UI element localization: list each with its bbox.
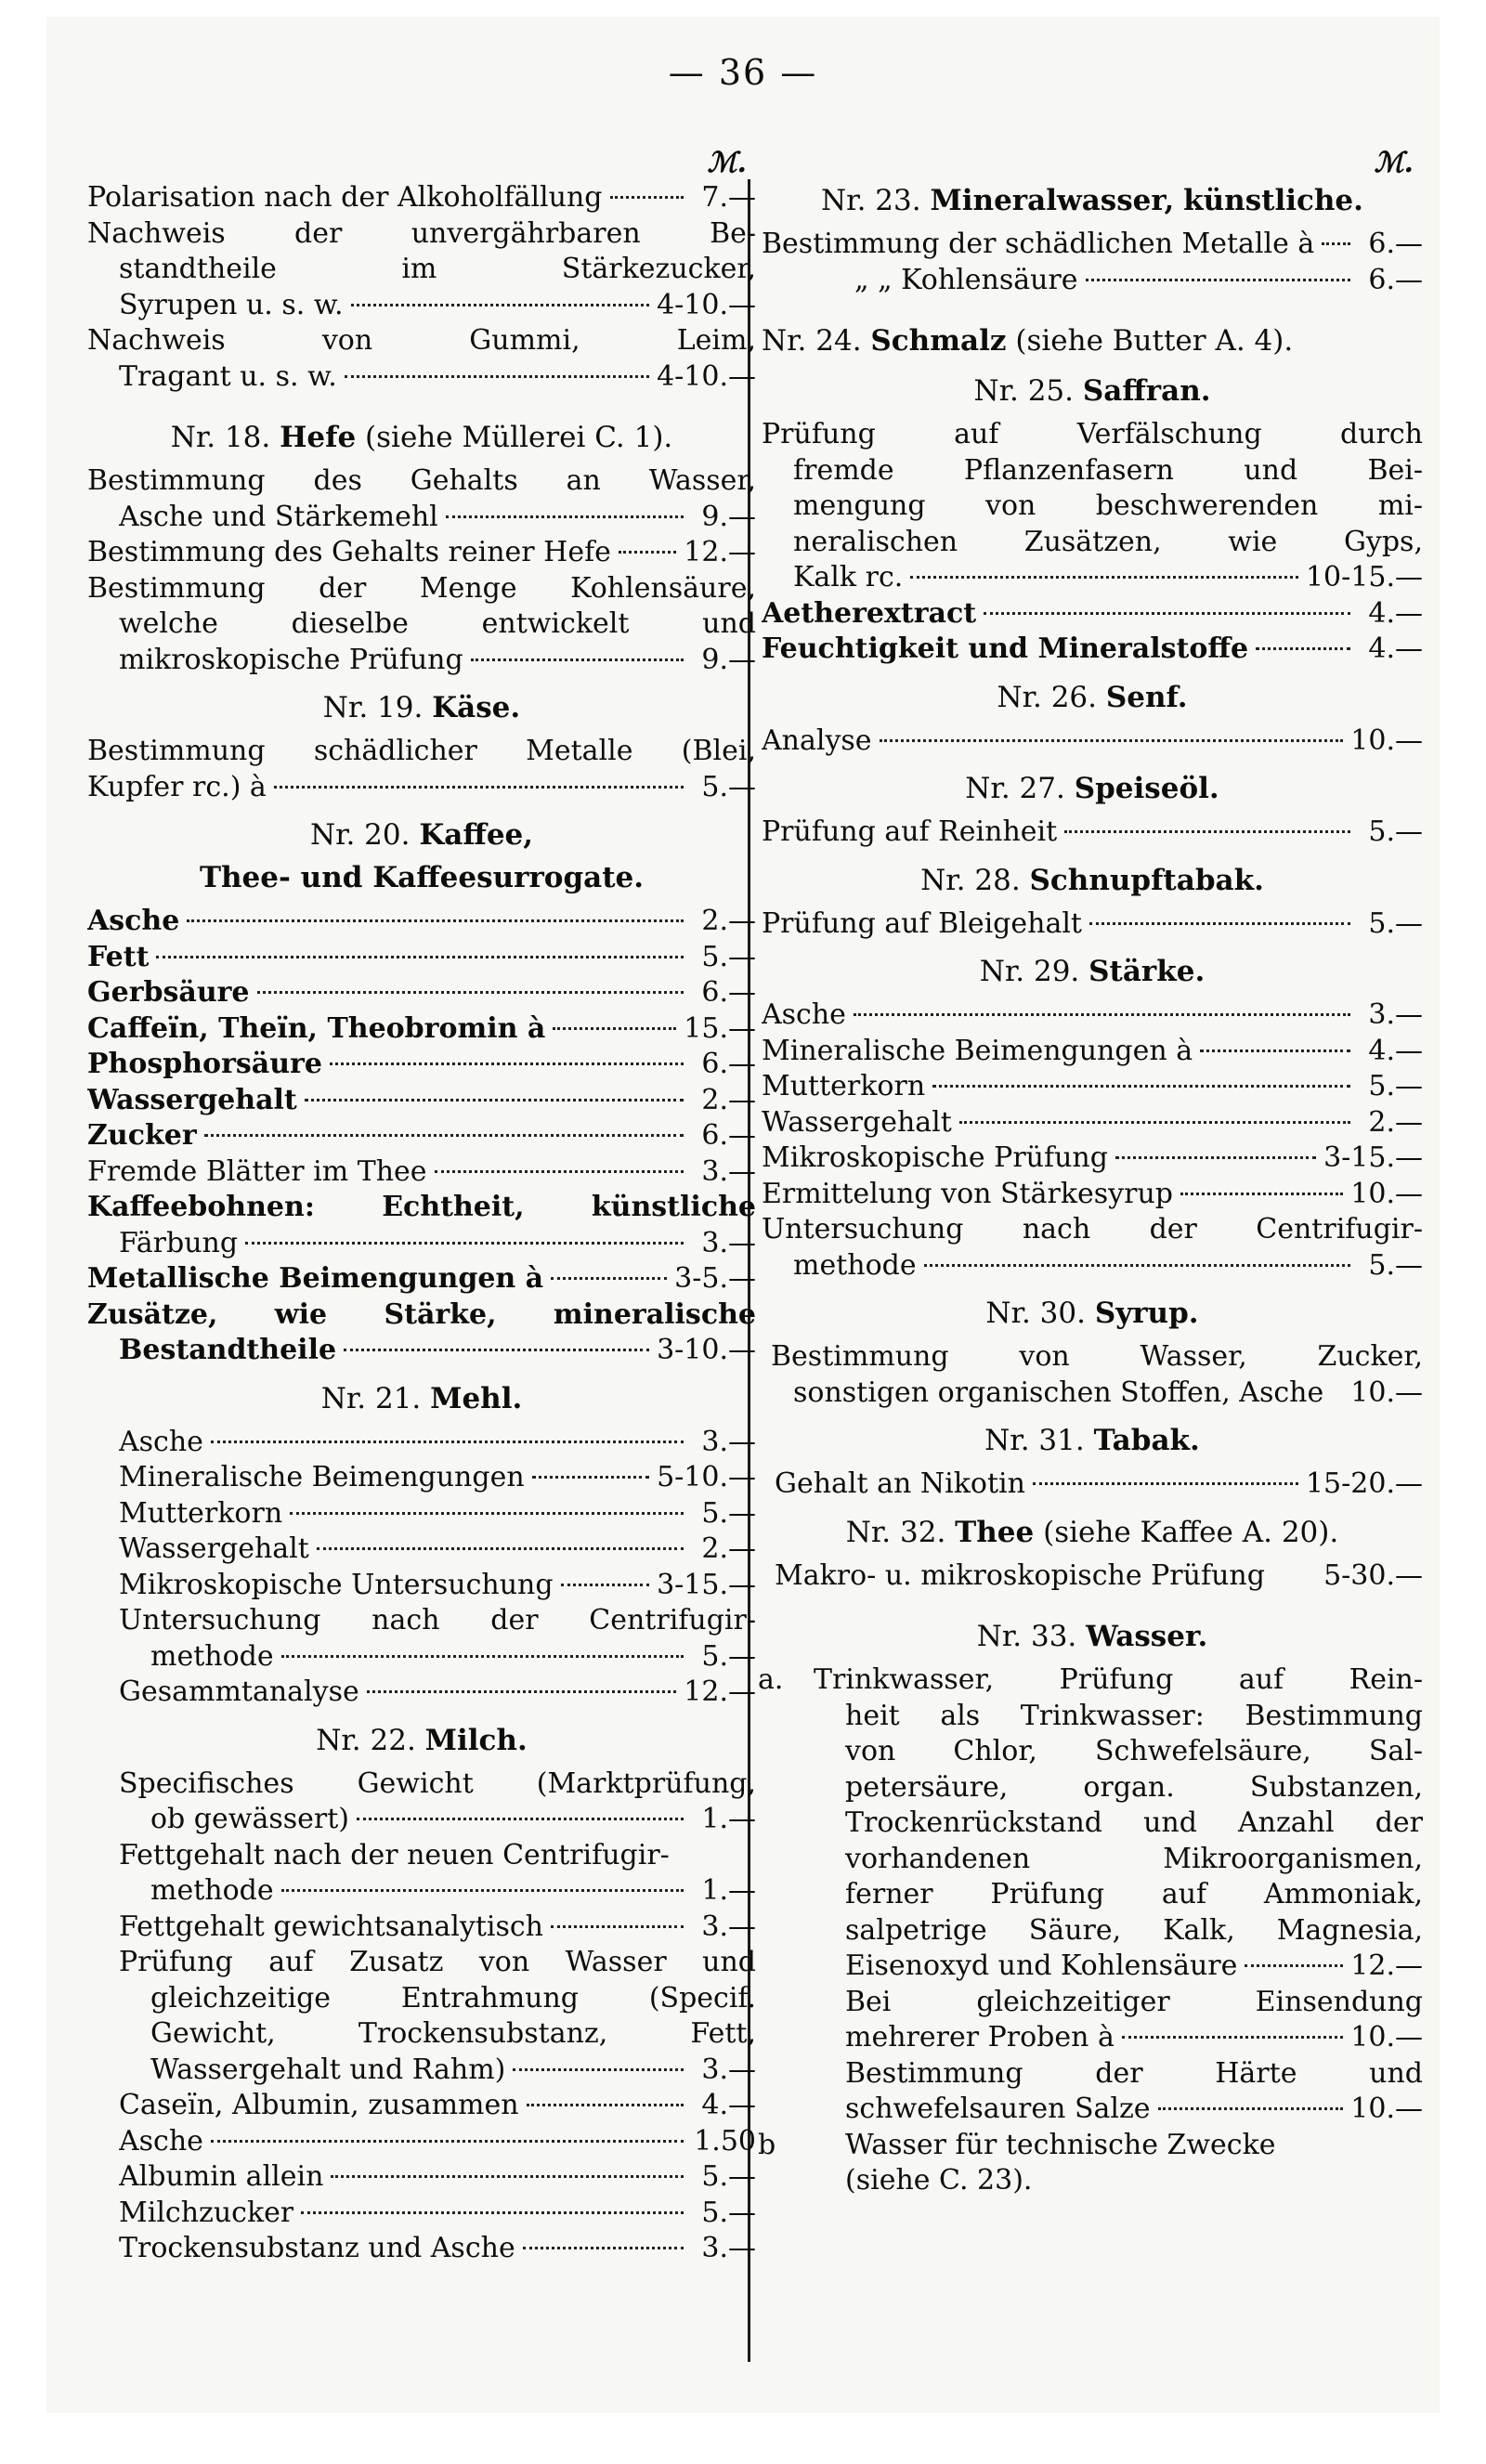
list-item-cont: Asche und Stärkemehl 9.—	[119, 500, 756, 533]
section-heading-22: Nr. 22. Milch.	[316, 1723, 528, 1757]
list-item: Prüfung auf Zusatz von Wasser und	[119, 1946, 756, 1978]
list-item: Trockensubstanz und Asche 3.—	[119, 2232, 756, 2264]
list-item: Gehalt an Nikotin 15-20.—	[775, 1467, 1423, 1500]
list-item: Bestimmung des Gehalts an Wasser,	[87, 464, 756, 497]
list-item-cont: salpetrige Säure, Kalk, Magnesia,	[845, 1913, 1423, 1947]
list-item: Polarisation nach der Alkoholfällung 7.—	[87, 181, 756, 214]
list-item-cont: ferner Prüfung auf Ammoniak,	[845, 1878, 1423, 1910]
left-column	[87, 147, 756, 2267]
item-letter: a.	[758, 1663, 784, 1696]
list-item: Specifisches Gewicht (Marktprüfung,	[119, 1767, 756, 1800]
list-item: Trinkwasser, Prüfung auf Rein-	[814, 1663, 1423, 1696]
list-item: Untersuchung nach der Centrifugir-	[119, 1604, 756, 1636]
section-heading-29: Nr. 29. Stärke.	[979, 955, 1206, 988]
list-item-cont: ob gewässert) 1.—	[150, 1803, 756, 1835]
list-item-cont: methode 1.—	[150, 1874, 756, 1907]
list-item: Phosphorsäure 6.—	[87, 1048, 756, 1080]
list-item-cont: (siehe C. 23).	[845, 2164, 1033, 2197]
list-item: Caffeïn, Theïn, Theobromin à 15.—	[87, 1011, 756, 1045]
list-item: Prüfung auf Reinheit 5.—	[762, 815, 1423, 848]
list-item: Wassergehalt 2.—	[762, 1105, 1423, 1139]
section-heading-20: Nr. 20. Kaffee,	[309, 818, 534, 852]
water-item-b	[758, 2128, 1423, 2199]
page	[46, 17, 1440, 2413]
list-item: Caseïn, Albumin, zusammen 4.—	[119, 2089, 756, 2121]
section-heading-23: Nr. 23. Mineralwasser, künstliche.	[821, 184, 1363, 217]
section-heading-21: Nr. 21. Mehl.	[320, 1381, 523, 1415]
list-item-cont: gleichzeitige Entrahmung (Specif.	[150, 1981, 756, 2014]
list-item: Asche 1.50	[119, 2124, 756, 2158]
section-heading-18: Nr. 18. Hefe (siehe Müllerei C. 1).	[170, 421, 673, 454]
list-item: Aetherextract 4.—	[762, 596, 1423, 630]
list-item: Albumin allein 5.—	[119, 2160, 756, 2193]
list-item: Zucker 6.—	[87, 1119, 756, 1152]
list-item: Prüfung auf Bleigehalt 5.—	[762, 906, 1423, 940]
list-item-cont: welche dieselbe entwickelt und	[119, 607, 756, 640]
list-item: Ermittelung von Stärkesyrup 10.—	[762, 1177, 1423, 1210]
section-heading-27: Nr. 27. Speiseöl.	[965, 772, 1219, 805]
list-item: Nachweis der unvergährbaren Be-	[87, 216, 756, 250]
list-item-cont: von Chlor, Schwefelsäure, Sal-	[845, 1735, 1423, 1767]
currency-symbol: ℳ.	[707, 147, 747, 179]
section-heading-30: Nr. 30. Syrup.	[985, 1297, 1199, 1330]
list-item: Mikroskopische Prüfung 3-15.—	[762, 1141, 1423, 1174]
list-item: Prüfung auf Verfälschung durch	[762, 418, 1423, 450]
list-item-cont: mengung von beschwerenden mi-	[793, 489, 1423, 522]
list-item-cont: Syrupen u. s. w. 4-10.—	[119, 288, 756, 321]
currency-symbol: ℳ.	[1374, 147, 1414, 179]
list-item-cont: methode 5.—	[793, 1248, 1423, 1282]
list-item: Bestimmung der Menge Kohlensäure,	[87, 571, 756, 605]
list-item: Bestimmung des Gehalts reiner Hefe 12.—	[87, 536, 756, 568]
list-item: Makro- u. mikroskopische Prüfung 5-30.—	[775, 1558, 1423, 1592]
list-item-cont: methode 5.—	[150, 1639, 756, 1673]
list-item: Analyse 10.—	[762, 724, 1423, 757]
list-item: Fettgehalt nach der neuen Centrifugir-	[119, 1838, 670, 1871]
list-item-cont: schwefelsauren Salze 10.—	[845, 2092, 1423, 2125]
section-heading-19: Nr. 19. Käse.	[322, 691, 521, 724]
list-item: Bestimmung der schädlichen Metalle à 6.—	[762, 228, 1423, 260]
list-item: Bestimmung von Wasser, Zucker,	[771, 1340, 1423, 1373]
section-heading-26: Nr. 26. Senf.	[997, 680, 1188, 714]
water-item-a	[758, 1662, 1423, 2128]
list-item-cont: Wassergehalt und Rahm) 3.—	[150, 2053, 756, 2086]
list-item: Zusätze, wie Stärke, mineralische	[87, 1297, 756, 1331]
list-item: Wassergehalt 2.—	[87, 1083, 756, 1116]
list-item: Gerbsäure 6.—	[87, 976, 756, 1009]
section-heading-25: Nr. 25. Saffran.	[973, 374, 1211, 408]
list-item: Wasser für technische Zwecke	[845, 2128, 1276, 2161]
list-item: Asche 3.—	[119, 1425, 756, 1458]
list-item-cont: heit als Trinkwasser: Bestimmung	[845, 1699, 1423, 1732]
list-item-cont: Tragant u. s. w. 4-10.—	[119, 359, 756, 393]
list-item: Mutterkorn 5.—	[762, 1070, 1423, 1102]
list-item-cont: neralischen Zusätzen, wie Gyps,	[793, 525, 1423, 558]
list-item: Fett 5.—	[87, 940, 756, 973]
list-item: Mutterkorn 5.—	[119, 1496, 756, 1530]
list-item-cont: Kalk rc. 10-15.—	[793, 561, 1423, 593]
list-item-cont: mikroskopische Prüfung 9.—	[119, 643, 756, 676]
list-item-cont: mehrerer Proben à 10.—	[845, 2021, 1423, 2053]
list-item: Asche 3.—	[762, 998, 1423, 1031]
list-item: Gesammtanalyse 12.—	[119, 1675, 756, 1708]
section-heading-24: Nr. 24. Schmalz (siehe Butter A. 4).	[762, 324, 1294, 358]
item-letter: b	[758, 2128, 776, 2161]
list-item: Bestimmung schädlicher Metalle (Blei,	[87, 735, 756, 767]
page-number: — 36 —	[668, 52, 818, 93]
section-heading-31: Nr. 31. Tabak.	[984, 1424, 1200, 1457]
list-item: „ „ Kohlensäure 6.—	[854, 263, 1423, 296]
list-item: Untersuchung nach der Centrifugir-	[762, 1213, 1423, 1245]
list-item: Fremde Blätter im Thee 3.—	[87, 1154, 756, 1188]
list-item: Bestimmung der Härte und	[845, 2056, 1423, 2090]
list-item-cont: Gewicht, Trockensubstanz, Fett,	[150, 2017, 756, 2050]
list-item-cont: sonstigen organischen Stoffen, Asche 10.—	[793, 1375, 1423, 1409]
list-item-cont: Kupfer rc.) à 5.—	[87, 770, 756, 803]
list-item-cont: petersäure, organ. Substanzen,	[845, 1770, 1423, 1804]
list-item: Fettgehalt gewichtsanalytisch 3.—	[119, 1910, 756, 1943]
list-item-cont: fremde Pflanzenfasern und Bei-	[793, 453, 1423, 487]
list-item-cont: Bestandtheile 3-10.—	[119, 1334, 756, 1366]
list-item-cont: standtheile im Stärkezucker,	[119, 253, 756, 285]
list-item: Mineralische Beimengungen 5-10.—	[119, 1461, 756, 1493]
section-heading-32: Nr. 32. Thee (siehe Kaffee A. 20).	[845, 1515, 1339, 1549]
list-item: Metallische Beimengungen à 3-5.—	[87, 1262, 756, 1295]
list-item-cont: Trockenrückstand und Anzahl der	[845, 1806, 1423, 1839]
list-item: Mikroskopische Untersuchung 3-15.—	[119, 1568, 756, 1601]
list-item: Wassergehalt 2.—	[119, 1532, 756, 1565]
section-heading-33: Nr. 33. Wasser.	[976, 1620, 1208, 1653]
list-item: Milchzucker 5.—	[119, 2196, 756, 2229]
right-column	[758, 147, 1423, 2199]
list-item: Nachweis von Gummi, Leim,	[87, 324, 756, 357]
list-item-cont: vorhandenen Mikroorganismen,	[845, 1842, 1423, 1875]
list-item: Bei gleichzeitiger Einsendung	[845, 1985, 1423, 2018]
section-heading-28: Nr. 28. Schnupftabak.	[920, 863, 1264, 897]
list-item: Asche 2.—	[87, 905, 756, 937]
list-item-cont: Eisenoxyd und Kohlensäure 12.—	[845, 1949, 1423, 1982]
list-item: Mineralische Beimengungen à 4.—	[762, 1034, 1423, 1067]
list-item-cont: Färbung 3.—	[119, 1226, 756, 1259]
list-item: Kaffeebohnen: Echtheit, künstliche	[87, 1191, 756, 1223]
list-item: Feuchtigkeit und Mineralstoffe 4.—	[762, 632, 1423, 665]
section-subheading-20: Thee- und Kaffeesurrogate.	[199, 861, 645, 894]
